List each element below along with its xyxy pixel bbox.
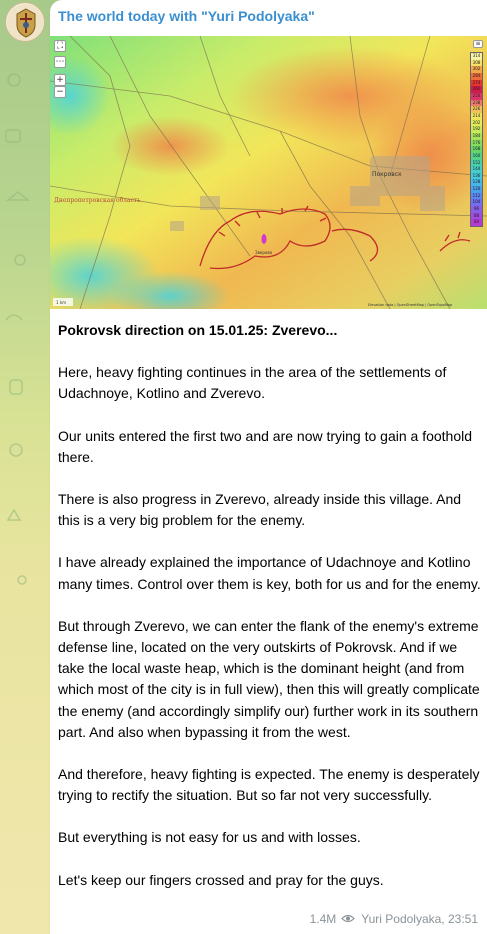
legend-value: 80: [471, 219, 482, 226]
legend-value: 168: [472, 146, 481, 152]
zoom-in-button[interactable]: +: [54, 74, 66, 86]
legend-value: 120: [472, 186, 481, 192]
message-paragraph: I have already explained the importance of Udachnoye and Kotlino many times. Control over them is key, both for us and for the enemy.: [58, 554, 481, 592]
legend-value: 176: [472, 139, 481, 145]
legend-value: 104: [472, 199, 481, 205]
message-paragraph: Here, heavy fighting continues in the area of the settlements of Udachnoye, Kotlino and Zverevo.: [58, 364, 447, 402]
legend-value: 314: [472, 53, 481, 58]
message-text: [58, 320, 482, 912]
legend-value: 274: [472, 79, 481, 85]
legend-value: 284: [472, 72, 481, 78]
legend-value: 214: [472, 112, 481, 118]
legend-value: 128: [472, 179, 481, 185]
zoom-out-button[interactable]: −: [54, 86, 66, 98]
legend-value: 136: [472, 172, 481, 178]
message-title: Pokrovsk direction on 15.01.25: Zverevo...: [58, 322, 338, 338]
legend-value: 308: [472, 59, 481, 65]
map-village-label: Зверево: [255, 250, 273, 255]
elevation-map: [50, 36, 487, 309]
legend-value: 96: [471, 206, 482, 213]
map-attribution: Elevation data | OpenStreetMap | OpenTopoMap: [368, 303, 453, 307]
author-and-time: Yuri Podolyaka, 23:51: [361, 912, 478, 926]
message-paragraph: But through Zverevo, we can enter the flank of the enemy's extreme defense line, located on the very outskirts of Pokrovsk. And if we take the local waste heap, which is the dominant height (and from which most of the city is in full view), then this will greatly complicate the enemy (and accordingly simplify our) further work in its southern part. And also when bypassing it from the west.: [58, 617, 480, 740]
legend-value: 184: [472, 132, 481, 138]
legend-value: 226: [472, 106, 481, 112]
legend-value: 202: [472, 119, 481, 125]
legend-value: 160: [472, 152, 481, 158]
message-paragraph: There is also progress in Zverevo, already inside this village. And this is a very big problem for the enemy.: [58, 491, 462, 529]
share-icon[interactable]: ⋯: [55, 57, 65, 67]
legend-value: 112: [472, 192, 481, 198]
legend-value: 238: [472, 99, 481, 105]
message-paragraph: But everything is not easy for us and with losses.: [58, 829, 361, 846]
legend-value: 88: [471, 213, 482, 220]
fullscreen-icon[interactable]: ⛶: [54, 40, 66, 52]
message-footer: [310, 912, 478, 926]
legend-value: 262: [472, 86, 481, 92]
message-paragraph: And therefore, heavy fighting is expected. The enemy is desperately trying to rectify the situation. But so far not very successfully.: [58, 766, 480, 804]
map-region-label: Днепропетровская область: [54, 197, 141, 204]
layers-icon[interactable]: ≡: [473, 40, 483, 48]
legend-value: 144: [472, 166, 481, 172]
message-paragraph: Let's keep our fingers crossed and pray for the guys.: [58, 871, 384, 888]
legend-value: 302: [472, 66, 481, 72]
map-city-label: Покровск: [372, 171, 402, 178]
view-count: 1.4M: [309, 912, 337, 926]
map-image[interactable]: [50, 36, 487, 309]
channel-avatar[interactable]: [5, 2, 45, 42]
legend-value: 250: [472, 92, 481, 98]
message-bubble: [50, 0, 487, 934]
legend-value: 192: [472, 126, 481, 132]
eye-icon: [341, 912, 355, 926]
coat-of-arms-icon: [6, 3, 45, 42]
legend-value: 152: [472, 159, 481, 165]
channel-name-link[interactable]: The world today with "Yuri Podolyaka": [58, 8, 315, 24]
message-paragraph: Our units entered the first two and are now trying to gain a foothold there.: [58, 427, 473, 465]
elevation-legend: [470, 52, 483, 227]
map-scale-label: 1 km: [56, 300, 67, 305]
